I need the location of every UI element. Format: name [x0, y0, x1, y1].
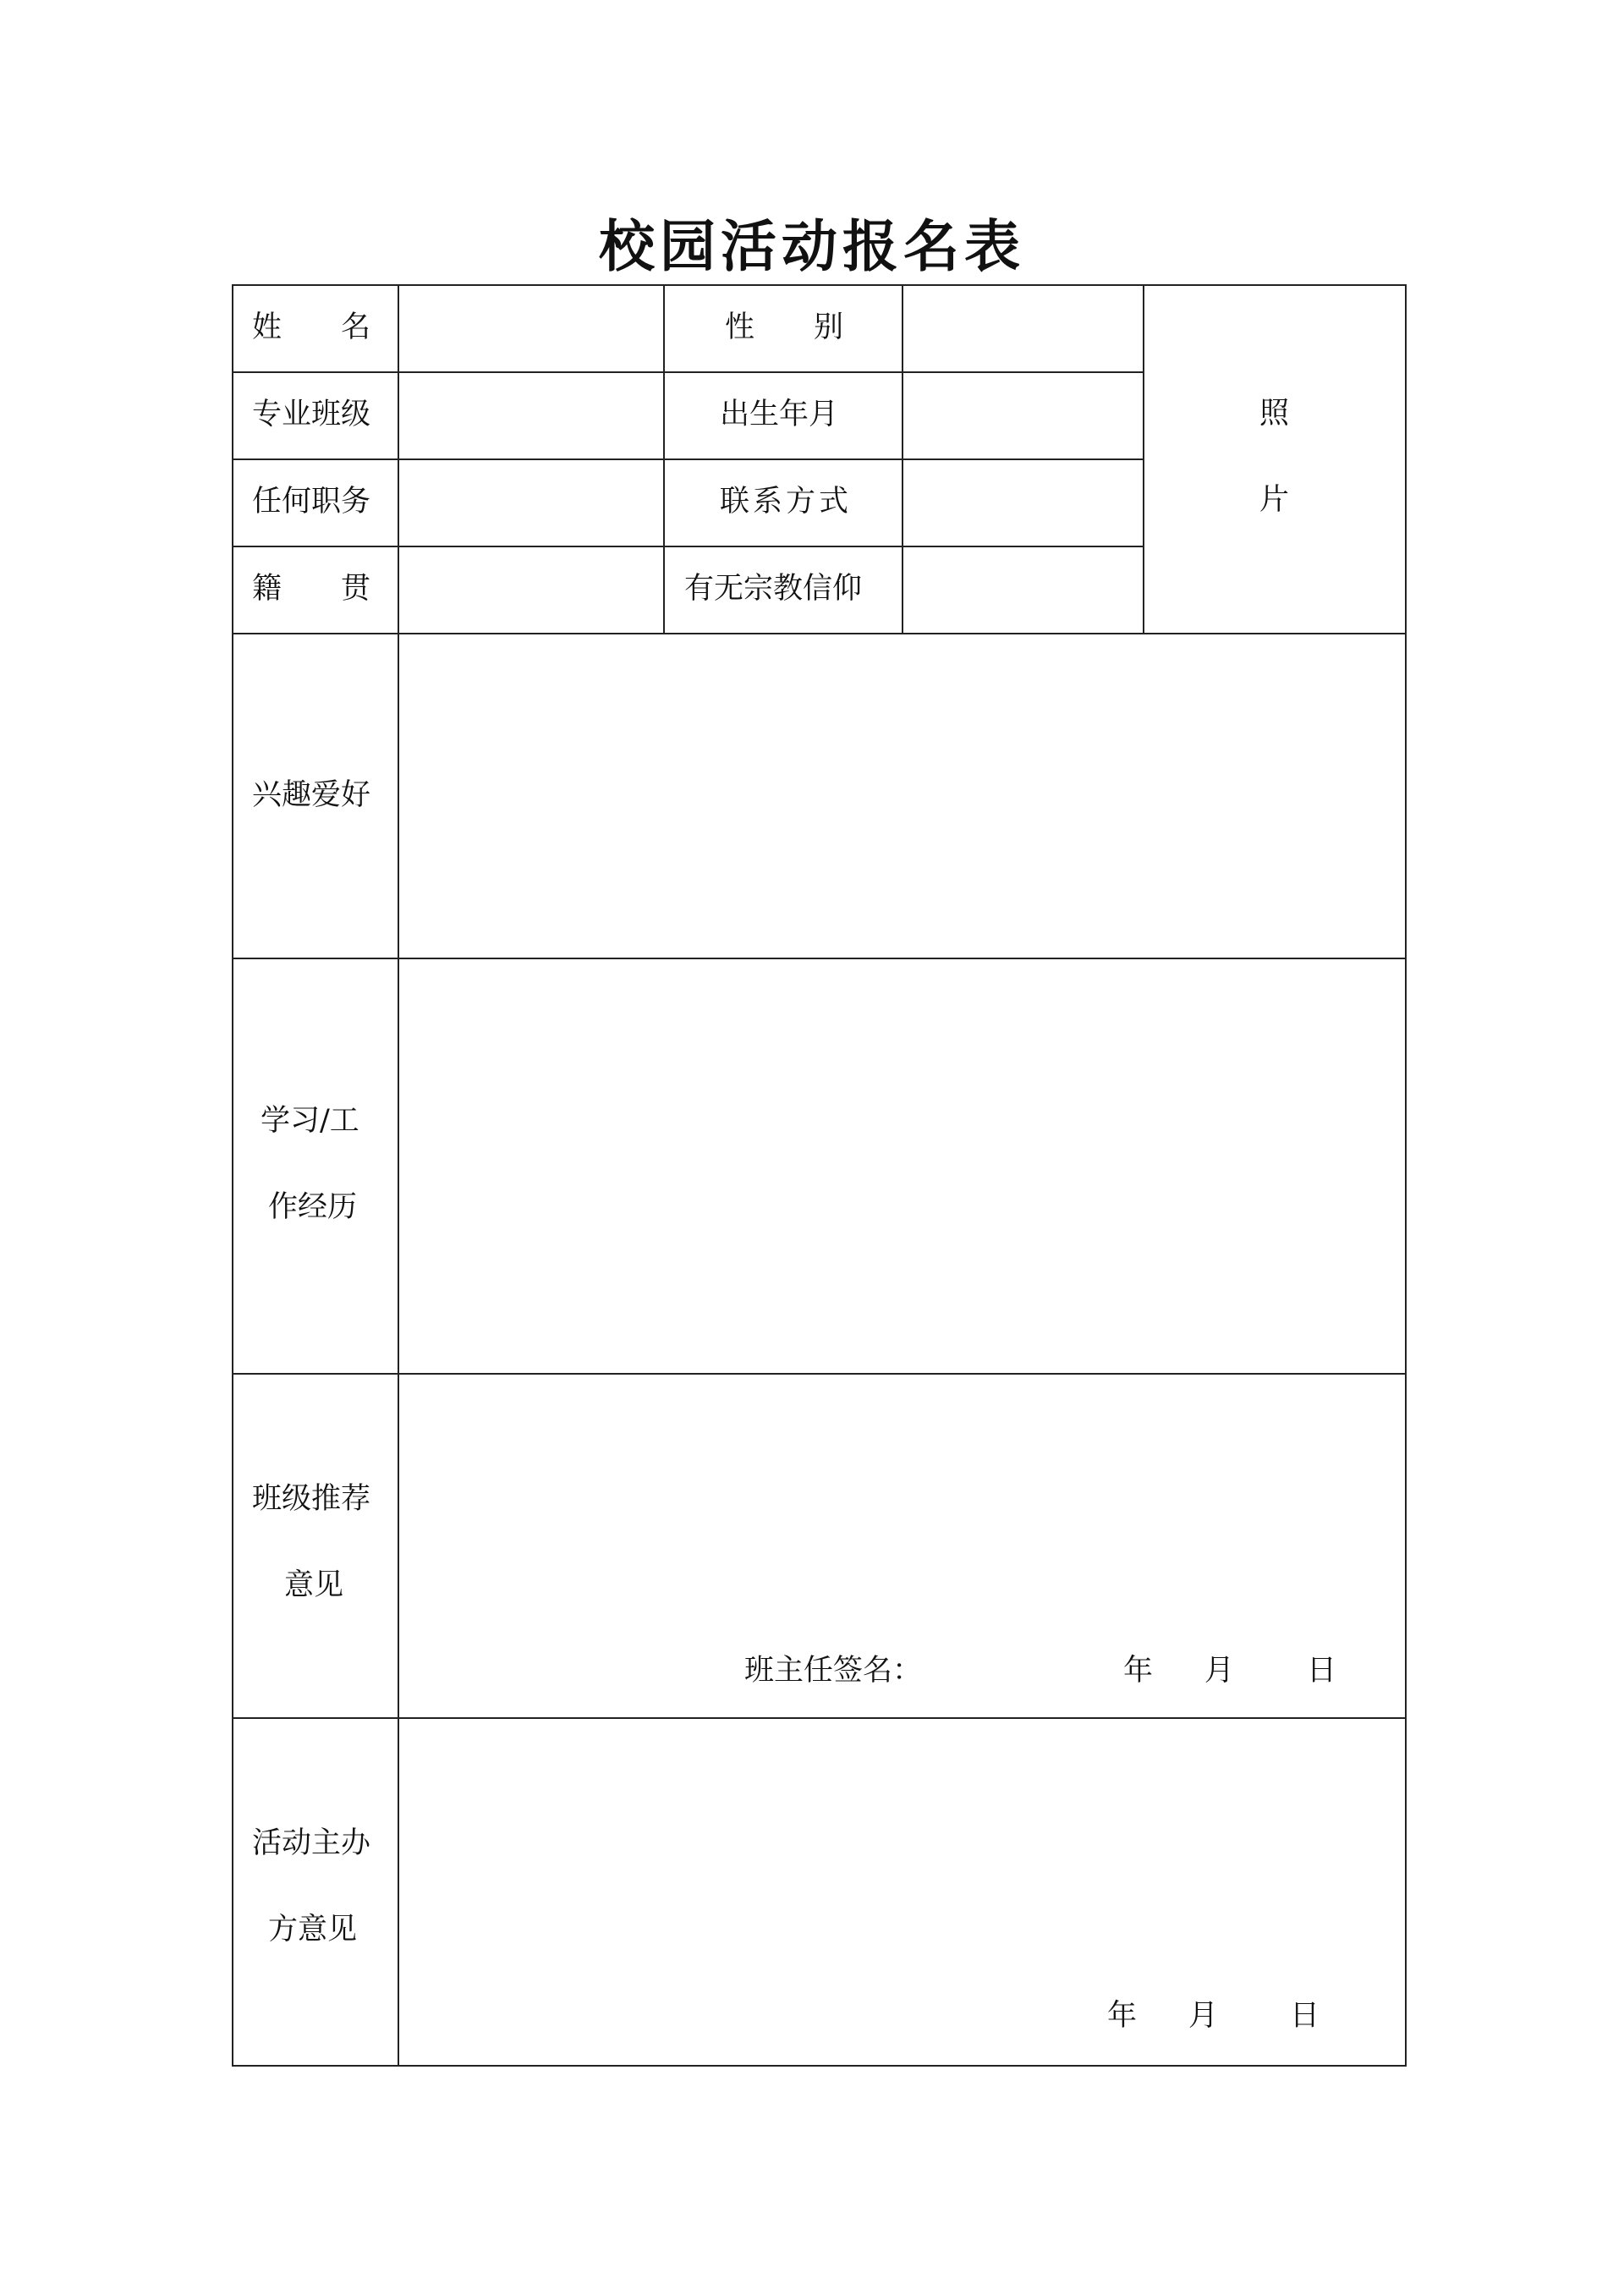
name-field[interactable] — [399, 286, 663, 371]
major-class-label: 专业班级 — [252, 398, 371, 431]
religion-field[interactable] — [903, 547, 1143, 633]
hobbies-label: 兴趣爱好 — [252, 778, 371, 812]
organizer-opinion-label-line1: 活动主办 — [252, 1826, 371, 1860]
position-field[interactable] — [399, 460, 663, 546]
organizer-month-label: 月 — [1188, 1999, 1219, 2033]
table-border-right — [1405, 284, 1407, 2067]
class-rec-year-label: 年 — [1123, 1654, 1154, 1688]
native-place-field[interactable] — [399, 547, 663, 633]
experience-label-line1: 学习/工 — [261, 1104, 359, 1138]
position-label: 任何职务 — [252, 485, 371, 519]
teacher-signature-label: 班主任签名： — [744, 1654, 923, 1688]
organizer-day-label: 日 — [1290, 1999, 1320, 2033]
major-class-field[interactable] — [399, 373, 663, 458]
birth-date-field[interactable] — [903, 373, 1143, 458]
contact-label: 联系方式 — [720, 485, 853, 519]
table-border-bottom — [232, 2065, 1407, 2067]
class-recommendation-label-line2: 意见 — [284, 1568, 344, 1602]
experience-label-line2: 作经历 — [268, 1190, 358, 1224]
photo-label-line2: 片 — [1259, 483, 1290, 517]
column-divider-2 — [663, 284, 665, 633]
class-rec-day-label: 日 — [1307, 1654, 1337, 1688]
organizer-opinion-label-line2: 方意见 — [268, 1913, 358, 1946]
form-title: 校园活动报名表 — [599, 213, 1025, 279]
hobbies-field[interactable] — [399, 634, 1405, 958]
birth-date-label: 出生年月 — [720, 398, 839, 431]
experience-field[interactable] — [399, 959, 1405, 1373]
photo-box[interactable] — [1144, 286, 1405, 633]
contact-field[interactable] — [903, 460, 1143, 546]
registration-form-table — [232, 284, 1407, 2067]
name-label: 姓 名 — [252, 310, 371, 344]
religion-label: 有无宗教信仰 — [684, 572, 863, 606]
class-rec-month-label: 月 — [1204, 1654, 1235, 1688]
class-recommendation-label-line1: 班级推荐 — [252, 1482, 371, 1516]
native-place-label: 籍 贯 — [252, 572, 371, 606]
gender-field[interactable] — [903, 286, 1143, 371]
gender-label: 性 别 — [725, 310, 844, 344]
organizer-year-label: 年 — [1107, 1999, 1138, 2033]
photo-label-line1: 照 — [1259, 397, 1290, 431]
table-border-left — [232, 284, 233, 2067]
organizer-opinion-field[interactable] — [399, 1719, 1405, 2065]
